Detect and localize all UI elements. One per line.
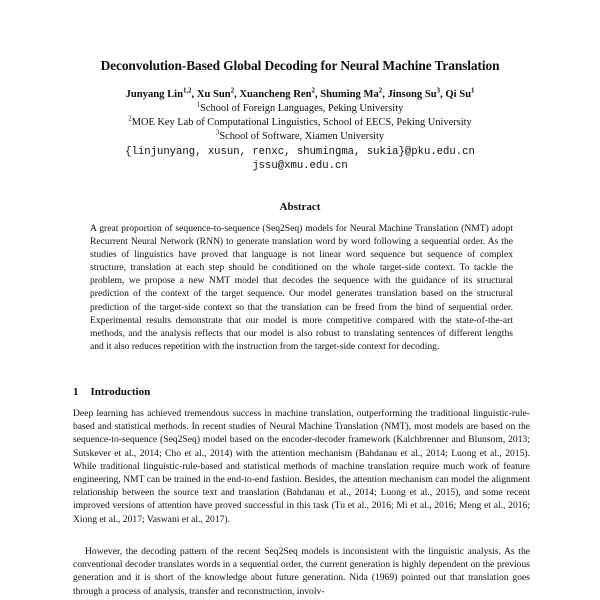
affiliation-text: School of Foreign Languages, Peking University bbox=[200, 103, 404, 114]
email-line-2[interactable]: jssu@xmu.edu.cn bbox=[252, 160, 348, 172]
author-affiliation-mark: 2 bbox=[311, 87, 315, 95]
intro-paragraph-1 bbox=[73, 407, 530, 526]
affiliation-text: MOE Key Lab of Computational Linguistics, School of EECS, Peking University bbox=[131, 117, 472, 128]
author-affiliation-mark: 1,2 bbox=[183, 87, 192, 95]
section-title: Introduction bbox=[90, 386, 151, 398]
author-affiliation-mark: 1 bbox=[471, 87, 475, 95]
intro-paragraph-2 bbox=[73, 545, 530, 598]
author-name: Shuming Ma bbox=[320, 89, 379, 100]
affiliation-2 bbox=[40, 117, 560, 128]
paragraph-text: However, the decoding pattern of the recent Seq2Seq models is inconsistent with the linguistic analysis. As the conventional decoder translates words in a sequential order, the current generation is highly dependent on the previous generation and it is short of the knowledge about future generation. Nida (1969) pointed out that translation goes through a process of analysis, transfer and reconstruction, involv- bbox=[73, 546, 530, 597]
author-affiliation-mark: 3 bbox=[436, 87, 441, 95]
author-name: Xuancheng Ren bbox=[239, 89, 312, 100]
abstract-heading: Abstract bbox=[279, 201, 321, 213]
section-heading-introduction bbox=[73, 386, 150, 398]
paper-title: Deconvolution-Based Global Decoding for Neural Machine Translation bbox=[100, 58, 500, 73]
affiliation-text: School of Software, Xiamen University bbox=[219, 131, 385, 142]
email-line-1[interactable]: {linjunyang, xusun, renxc, shumingma, sukia}@pku.edu.cn bbox=[125, 146, 475, 158]
abstract-paragraph: A great proportion of sequence-to-sequence (Seq2Seq) models for Neural Machine Translation (NMT) adopt Recurrent Neural Network (RNN) to generate translation word by word following a sequential order. As the studies of linguistics have proved that language is not linear word sequence but sequence of complex structure, translation at each step should be conditioned on the whole target-side context. To tackle the problem, we propose a new NMT model that decodes the sequence with the guidance of its structural prediction of the context of the target sequence. Our model generates translation based on the structural prediction of the target-side context so that the translation can be freed from the bind of sequential order. Experimental results demonstrate that our model is more competitive compared with the state-of-the-art methods, and the analysis reflects that our model is also robust to translating sentences of different lengths and it also reduces repetition with the instruction from the target-side context for decoding. bbox=[90, 223, 513, 352]
author-name: Qi Su bbox=[445, 89, 471, 100]
affiliation-1 bbox=[40, 103, 560, 114]
author-list: Junyang Lin$^{1,2}$, Xu Sun$^2$, Xuancheng Ren$^2$, Shuming Ma$^2$, Jinsong Su$^3$, Qi Su$^1$ bbox=[125, 87, 475, 100]
section-number: 1 bbox=[73, 386, 79, 398]
author-affiliation-mark: 2 bbox=[230, 87, 235, 95]
paragraph-text: Deep learning has achieved tremendous success in machine translation, outperforming the traditional linguistic-rule-based and statistical methods. In recent studies of Neural Machine Translation (NMT), most models are based on the sequence-to-sequence (Seq2Seq) model based on the encoder-decoder framework (Kalchbrenner and Blunsom, 2013; Sutskever et al., 2014; Cho et al., 2014) with the attention mechanism (Bahdanau et al., 2014; Luong et al., 2015). While traditional linguistic-rule-based and statistical methods of machine translation require much work of feature engineering, NMT can be trained in the end-to-end fashion. Besides, the attention mechanism can model the alignment relationship between the source text and translation (Bahdanau et al., 2014; Luong et al., 2015), and some recent improved versions of attention have proved successful in this task (Tu et al., 2016; Mi et al., 2016; Meng et al., 2016; Xiong et al., 2017; Vaswani et al., 2017). bbox=[73, 408, 530, 525]
author-name: Xu Sun bbox=[196, 89, 231, 100]
abstract-body bbox=[90, 222, 513, 353]
affiliation-mark: 1 bbox=[196, 101, 201, 109]
affiliation-mark: 2 bbox=[128, 115, 132, 123]
affiliation-mark: 3 bbox=[215, 129, 220, 137]
author-name: Jinsong Su bbox=[387, 89, 437, 100]
author-name: Junyang Lin bbox=[125, 89, 184, 100]
affiliation-3 bbox=[40, 131, 560, 142]
author-affiliation-mark: 2 bbox=[378, 87, 383, 95]
